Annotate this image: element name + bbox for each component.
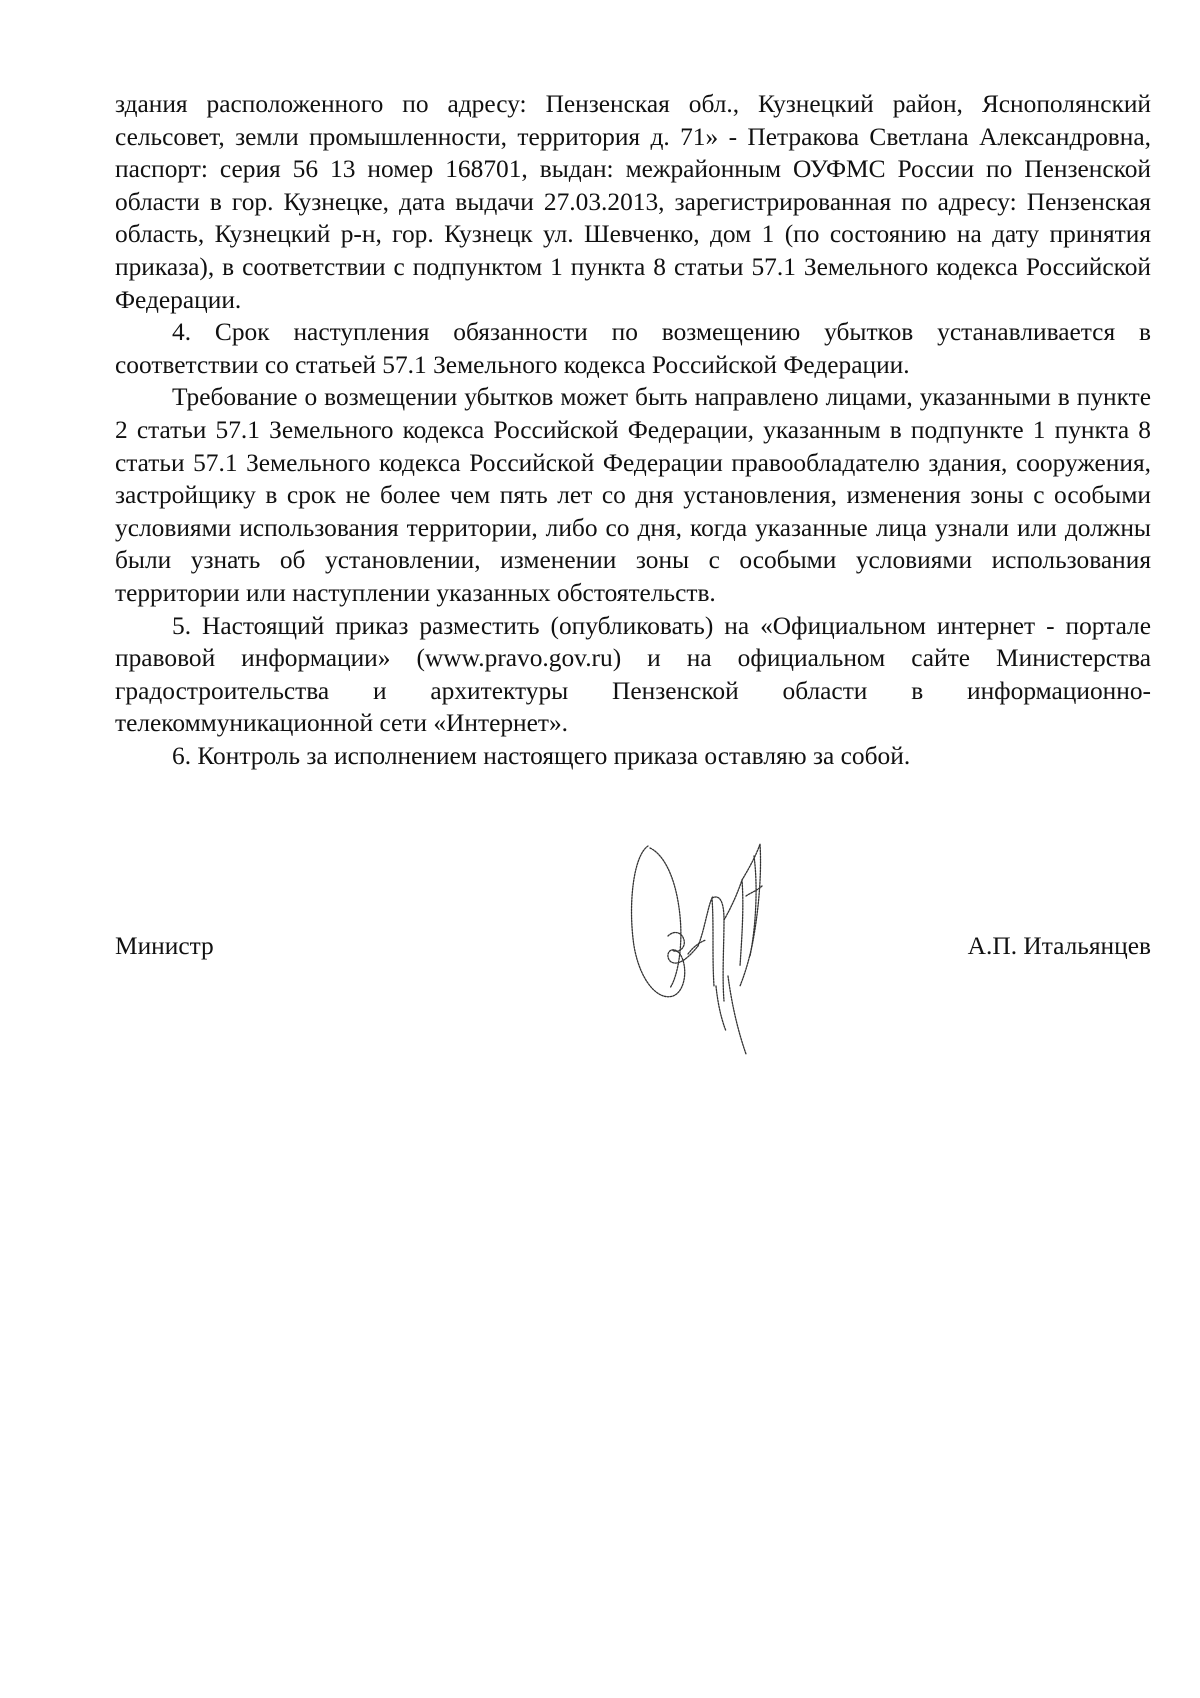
paragraph-item-4: 4. Срок наступления обязанности по возмещению убытков устанавливается в соответствии со статьей 57.1 Земельного кодекса Российской Федерации. [115,318,1151,379]
signatory-name: А.П. Итальянцев [967,932,1151,960]
paragraph-damages-claim: Требование о возмещении убытков может быть направлено лицами, указанными в пункте 2 статьи 57.1 Земельного кодекса Российской Федерации, указанным в подпункте 1 пункта 8 статьи 57.1 Земельного кодекса Российской Федерации правообладателю здания, сооружения, застройщику в срок не более чем пять лет со дня установления, изменения зоны с особыми условиями использования территории, либо со дня, когда указанные лица узнали или должны были узнать об установлении, изменении зоны с особыми условиями использования территории или наступлении указанных обстоятельств. [115,383,1151,607]
document-body [115,88,1151,772]
signatory-position: Министр [115,932,214,960]
paragraph-item-5: 5. Настоящий приказ разместить (опубликовать) на «Официальном интернет - портале правовой информации» (www.pravo.gov.ru) и на официальном сайте Министерства градостроительства и архитектуры Пензенской области в информационно-телекоммуникационной сети «Интернет». [115,611,1151,738]
paragraph-continuation: здания расположенного по адресу: Пензенская обл., Кузнецкий район, Яснополянский сельсовет, земли промышленности, территория д. 71» - Петракова Светлана Александровна, паспорт: серия 56 13 номер 168701, выдан: межрайонным ОУФМС России по Пензенской области в гор. Кузнецке, дата выдачи 27.03.2013, зарегистрированная по адресу: Пензенская область, Кузнецкий р-н, гор. Кузнецк ул. Шевченко, дом 1 (по состоянию на дату принятия приказа), в соответствии с подпунктом 1 пункта 8 статьи 57.1 Земельного кодекса Российской Федерации. [115,90,1151,314]
paragraph-item-6: 6. Контроль за исполнением настоящего приказа оставляю за собой. [172,741,911,770]
handwritten-signature [628,836,798,1066]
